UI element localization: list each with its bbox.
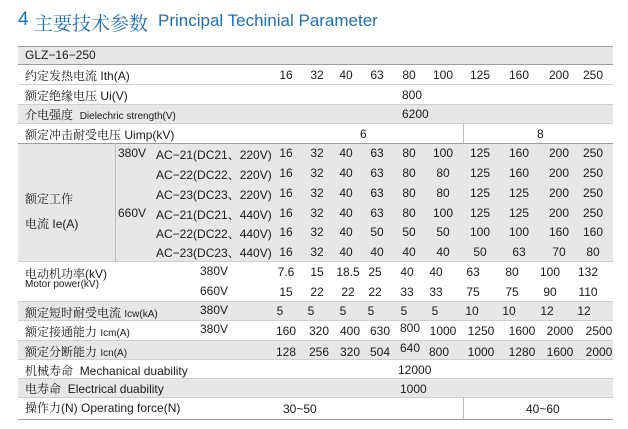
ie-value: 80 [402, 206, 416, 220]
motor-value: 80 [505, 265, 519, 279]
icn-value: 256 [308, 345, 330, 359]
ie-value: 40 [339, 245, 353, 259]
ith-value: 250 [582, 68, 604, 82]
dielectric-value: 6200 [402, 107, 429, 121]
ie-value: 80 [586, 245, 600, 259]
icn-label: 额定分断能力 Icn(A) [25, 345, 128, 359]
motor-value: 25 [368, 265, 382, 279]
ie-value: 250 [582, 206, 604, 220]
motor-value: 40 [429, 265, 443, 279]
motor-value: 15 [310, 265, 324, 279]
ie-value: 40 [339, 206, 353, 220]
icm-value: 160 [275, 324, 297, 338]
ie-value: 40 [402, 245, 416, 259]
icm-value: 320 [308, 324, 330, 338]
mech-label: 机械寿命 Mechanical duability [25, 364, 188, 378]
ie-value: 32 [310, 245, 324, 259]
icn-value: 128 [275, 345, 297, 359]
ie-value: 100 [469, 225, 491, 239]
ie-category: AC−21(DC21、220V) [156, 148, 272, 162]
ith-value: 16 [279, 68, 293, 82]
ie-value: 40 [339, 186, 353, 200]
motor-value: 75 [505, 285, 519, 299]
motor-value: 63 [466, 265, 480, 279]
ith-value: 63 [370, 68, 384, 82]
ie-value: 125 [469, 206, 491, 220]
ie-voltage: 660V [118, 206, 147, 220]
ie-value: 160 [548, 225, 570, 239]
ie-value: 63 [370, 146, 384, 160]
icn-value: 1000 [467, 345, 495, 359]
icn-value: 504 [369, 345, 391, 359]
motor-value: 132 [577, 265, 599, 279]
icm-label: 额定接通能力 Icm(A) [25, 325, 130, 339]
elec-label: 电寿命 Electrical duability [25, 382, 164, 396]
ie-value: 16 [279, 146, 293, 160]
model-code: GLZ−16−250 [25, 48, 96, 62]
ie-value: 16 [279, 225, 293, 239]
section-title-chinese: 主要技术参数 [34, 14, 149, 35]
motor-value: 22 [341, 285, 355, 299]
motor-value: 22 [310, 285, 324, 299]
force-value-high: 40~60 [526, 402, 560, 416]
motor-value: 75 [466, 285, 480, 299]
ie-value: 125 [508, 206, 530, 220]
ie-value: 40 [339, 166, 353, 180]
ui-label: 额定绝缘电压 Ui(V) [25, 89, 128, 103]
dielectric-label: 介电强度 Dielechric strength(V) [25, 108, 176, 122]
ie-value: 50 [436, 225, 450, 239]
ie-value: 63 [370, 186, 384, 200]
motor-value: 40 [400, 265, 414, 279]
ie-value: 16 [279, 245, 293, 259]
icn-value: 320 [339, 345, 361, 359]
ie-category: AC−22(DC22、220V) [156, 168, 272, 182]
motor-label-en: Motor power(kV) [25, 279, 99, 290]
ie-value: 16 [279, 206, 293, 220]
ie-value: 250 [582, 166, 604, 180]
icm-value: 1250 [467, 324, 495, 338]
ie-category: AC−23(DC23、220V) [156, 188, 272, 202]
ie-category: AC−23(DC23、440V) [156, 246, 272, 260]
ith-label: 约定发热电流 Ith(A) [25, 69, 130, 83]
force-value-low: 30~50 [283, 402, 317, 416]
ie-category: AC−21(DC21、440V) [156, 208, 272, 222]
ie-value: 125 [469, 166, 491, 180]
ie-value: 50 [402, 225, 416, 239]
icn-value: 1600 [546, 345, 574, 359]
icw-value: 5 [276, 304, 284, 318]
ie-value: 125 [469, 146, 491, 160]
ie-value: 32 [310, 206, 324, 220]
uimp-value-low: 6 [360, 127, 367, 141]
icm-value: 1600 [508, 324, 536, 338]
uimp-value-high: 8 [537, 127, 544, 141]
ie-value: 40 [370, 245, 384, 259]
icw-value: 10 [502, 304, 516, 318]
ie-value: 70 [552, 245, 566, 259]
ie-value: 200 [548, 186, 570, 200]
ie-value: 32 [310, 146, 324, 160]
ie-value: 50 [370, 225, 384, 239]
mech-value: 12000 [398, 363, 432, 377]
ie-voltage: 380V [118, 146, 147, 160]
model-band [18, 46, 613, 64]
ith-value: 40 [339, 68, 353, 82]
icm-value: 2500 [585, 324, 613, 338]
icm-voltage: 380V [200, 322, 229, 336]
ie-value: 63 [512, 245, 526, 259]
icm-value: 2000 [546, 324, 574, 338]
motor-value: 22 [368, 285, 382, 299]
force-label: 操作力(N) Operating force(N) [25, 401, 181, 415]
ie-value: 16 [279, 186, 293, 200]
ie-label-cn: 额定工作 [25, 192, 74, 206]
icm-value: 800 [399, 321, 421, 335]
ith-value: 125 [469, 68, 491, 82]
motor-value: 33 [400, 285, 414, 299]
icw-value: 5 [431, 304, 439, 318]
icw-value: 5 [400, 304, 408, 318]
ie-value: 63 [370, 166, 384, 180]
ie-value: 80 [436, 186, 450, 200]
ie-value: 125 [508, 186, 530, 200]
ie-value: 32 [310, 186, 324, 200]
motor-value: 15 [279, 285, 293, 299]
ie-value: 160 [508, 166, 530, 180]
ie-value: 200 [548, 206, 570, 220]
ie-value: 250 [582, 146, 604, 160]
icw-value: 12 [577, 304, 591, 318]
ie-value: 160 [582, 225, 604, 239]
motor-voltage: 660V [200, 284, 229, 298]
icw-value: 5 [307, 304, 315, 318]
ith-value: 160 [508, 68, 530, 82]
icn-value: 640 [399, 341, 421, 355]
ie-band [18, 143, 613, 261]
ie-value: 40 [339, 225, 353, 239]
ie-value: 80 [402, 186, 416, 200]
ie-value: 32 [310, 225, 324, 239]
motor-voltage: 380V [200, 264, 229, 278]
ie-value: 16 [279, 166, 293, 180]
section-title-english: Principal Techinial Parameter [158, 11, 378, 30]
icn-value: 1280 [508, 345, 536, 359]
ith-value: 200 [548, 68, 570, 82]
ie-value: 100 [432, 146, 454, 160]
ie-value: 40 [436, 245, 450, 259]
ie-value: 40 [339, 146, 353, 160]
motor-value: 110 [578, 285, 598, 299]
motor-value: 7.6 [277, 265, 295, 279]
icw-value: 5 [339, 304, 347, 318]
ie-value: 80 [402, 146, 416, 160]
icm-value: 400 [339, 324, 361, 338]
ie-value: 50 [473, 245, 487, 259]
motor-value: 90 [543, 285, 557, 299]
ie-value: 100 [508, 225, 530, 239]
ie-value: 80 [436, 166, 450, 180]
icn-value: 800 [428, 345, 450, 359]
icw-value: 12 [540, 304, 554, 318]
icm-value: 630 [369, 324, 391, 338]
ie-value: 100 [432, 206, 454, 220]
icw-label: 额定短时耐受电流 Icw(kA) [25, 306, 158, 320]
icm-value: 1000 [429, 324, 457, 338]
ie-value: 32 [310, 166, 324, 180]
ith-value: 32 [310, 68, 324, 82]
icw-value: 10 [465, 304, 479, 318]
ie-value: 160 [508, 146, 530, 160]
elec-value: 1000 [400, 382, 427, 396]
motor-label-cn: 电动机功率(kV) [25, 267, 107, 281]
motor-value: 18.5 [336, 265, 360, 279]
uimp-label: 额定冲击耐受电压 Uimp(kV) [25, 128, 175, 142]
ie-value: 63 [370, 206, 384, 220]
ith-value: 80 [402, 68, 416, 82]
ie-value: 125 [469, 186, 491, 200]
section-number: 4 [18, 9, 29, 30]
icw-value: 5 [367, 304, 375, 318]
ie-value: 200 [548, 146, 570, 160]
icn-value: 2000 [585, 345, 613, 359]
ie-value: 80 [402, 166, 416, 180]
motor-value: 33 [429, 285, 443, 299]
ui-value: 800 [402, 88, 423, 102]
ie-label: 电流 Ie(A) [25, 217, 79, 231]
ie-value: 250 [582, 186, 604, 200]
icw-voltage: 380V [200, 303, 229, 317]
ie-value: 200 [548, 166, 570, 180]
ie-category: AC−22(DC22、440V) [156, 227, 272, 241]
ith-value: 100 [432, 68, 454, 82]
motor-value: 100 [539, 265, 561, 279]
